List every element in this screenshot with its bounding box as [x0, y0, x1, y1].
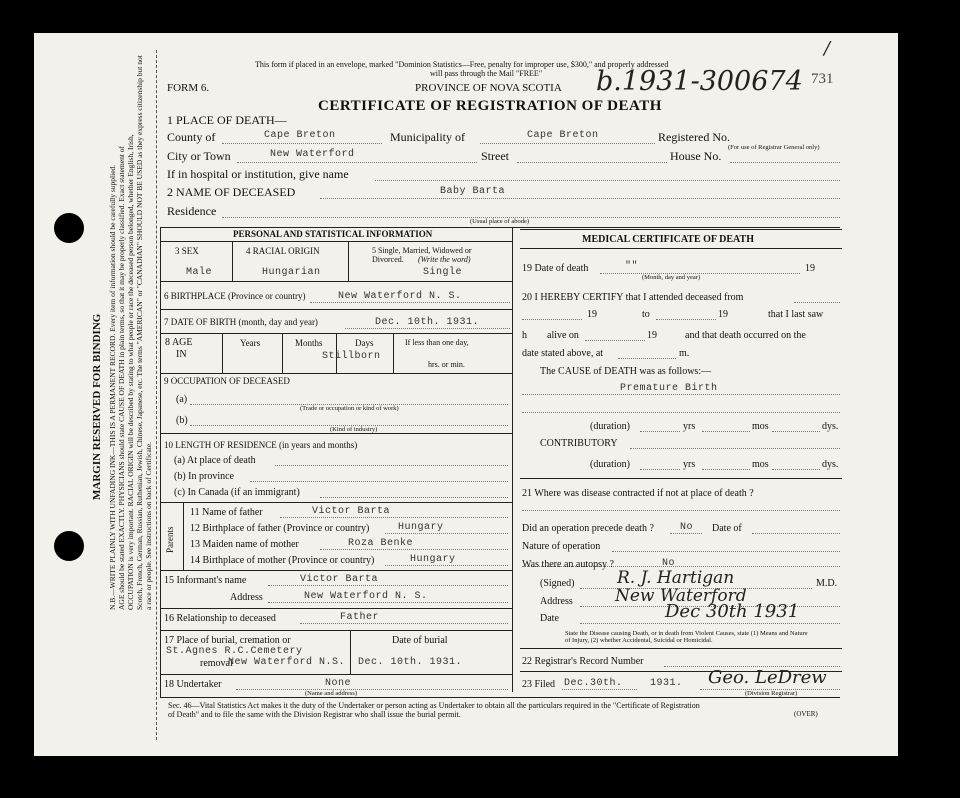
date-of-death-label: 19 Date of death — [522, 263, 589, 274]
father-birthplace-value: Hungary — [398, 522, 444, 533]
city-value: New Waterford — [270, 149, 355, 160]
occupation-a-note: (Trade or occupation or kind of work) — [300, 405, 399, 412]
personal-section-title: PERSONAL AND STATISTICAL INFORMATION — [233, 229, 433, 239]
mother-birthplace-label: 14 Birthplace of mother (Province or country) — [190, 555, 375, 566]
mail-notice-1: This form if placed in an envelope, marked "Dominion Statistics—Free, penalty for improper use, $300," and properly addressed — [255, 60, 669, 69]
registered-note: (For use of Registrar General only) — [728, 144, 820, 151]
informant-label: 15 Informant's name — [164, 575, 247, 586]
registrar-number-label: 22 Registrar's Record Number — [522, 656, 644, 667]
burial-town-value: New Waterford N.S. — [228, 657, 346, 668]
date-of-death-year: 19 — [805, 263, 815, 274]
stamp-number: 731 — [811, 71, 834, 87]
less-than-day-label: If less than one day, — [405, 338, 469, 347]
hospital-label: If in hospital or institution, give name — [167, 167, 349, 181]
operation-value: No — [680, 522, 694, 533]
undertaker-note: (Name and address) — [305, 690, 357, 697]
burial-date-value: Dec. 10th. 1931. — [358, 657, 463, 668]
last-saw-label: that I last saw — [768, 309, 824, 320]
county-label: County of — [167, 130, 216, 144]
to-label: to — [642, 309, 650, 320]
filed-year-value: 1931. — [650, 678, 683, 689]
certificate-date-value: Dec 30th 1931 — [665, 601, 800, 622]
days-label: Days — [355, 338, 374, 348]
deceased-name-label: 2 NAME OF DECEASED — [167, 185, 296, 199]
residence-province: (b) In province — [174, 471, 234, 482]
undertaker-label: 18 Undertaker — [164, 679, 222, 690]
occupation-label: 9 OCCUPATION OF DECEASED — [164, 376, 290, 386]
yrs-label-2: yrs — [683, 459, 696, 470]
city-label: City or Town — [167, 149, 231, 163]
duration-label-1: (duration) — [590, 421, 630, 432]
margin-instruction-4: Scotch, French, German, Russian, Ruthenian, Jewish, Chinese, Japanese, etc. The terms "AMERICAN" or "CANADIAN" SHOULD NOT BE USED as they express citizenship but not — [135, 55, 144, 610]
cause-of-death-label: The CAUSE of DEATH was as follows:— — [540, 366, 712, 377]
margin-instruction-5: a race or people. See instructions on back of Certificate. — [144, 441, 153, 610]
check-mark: / — [824, 38, 831, 59]
md-label: M.D. — [816, 578, 838, 589]
mother-birthplace-value: Hungary — [410, 554, 456, 565]
filed-date-value: Dec.30th. — [564, 678, 623, 689]
birthplace-value: New Waterford N. S. — [338, 291, 462, 302]
house-no-label: House No. — [670, 149, 722, 163]
alive-on-label: alive on — [547, 330, 579, 341]
death-occurred-label: and that death occurred on the — [685, 330, 806, 341]
signed-label: (Signed) — [540, 578, 575, 589]
sex-label: 3 SEX — [175, 246, 199, 256]
sex-value: Male — [186, 267, 213, 278]
months-label: Months — [295, 338, 323, 348]
mail-notice-2: will pass through the Mail "FREE" — [430, 69, 543, 78]
deceased-name-value: Baby Barta — [440, 186, 506, 197]
age-label: 8 AGE — [165, 337, 193, 348]
footer-over: (OVER) — [794, 710, 818, 718]
relationship-label: 16 Relationship to deceased — [164, 613, 276, 624]
race-value: Hungarian — [262, 267, 321, 278]
burial-date-label: Date of burial — [392, 635, 448, 646]
mos-label-1: mos — [752, 421, 769, 432]
residence-label: Residence — [167, 204, 217, 218]
occupation-b: (b) — [176, 415, 188, 426]
informant-value: Victor Barta — [300, 574, 379, 585]
filed-label: 23 Filed — [522, 679, 556, 690]
registrar-signature: Geo. LeDrew — [708, 667, 827, 688]
years-label: Years — [240, 338, 261, 348]
parents-label: Parents — [165, 526, 175, 553]
marital-note: (Write the word) — [418, 255, 471, 264]
age-value: Stillborn — [322, 351, 381, 362]
informant-address-value: New Waterford N. S. — [304, 591, 428, 602]
undertaker-value: None — [325, 678, 352, 689]
municipality-label: Municipality of — [390, 130, 465, 144]
footer-line-2: of Death" and to file the same with the Division Registrar who shall issue the burial permit. — [168, 710, 461, 719]
occupation-a: (a) — [176, 394, 188, 405]
burial-label: 17 Place of burial, cremation or — [164, 635, 291, 646]
physician-address-value: New Waterford — [615, 586, 747, 606]
certify-label: 20 I HEREBY CERTIFY that I attended deceased from — [522, 292, 744, 303]
occupation-b-note: (Kind of industry) — [330, 426, 378, 433]
physician-address-label: Address — [540, 596, 573, 607]
burial-place-value: St.Agnes R.C.Cemetery — [166, 646, 303, 657]
date-of-death-note: (Month, day and year) — [642, 274, 701, 281]
certificate-date-label: Date — [540, 613, 559, 624]
contributory-label: CONTRIBUTORY — [540, 438, 618, 449]
binder-hole-bottom — [54, 531, 84, 561]
margin-instruction-2: AGE should be stated EXACTLY. PHYSICIANS should state CAUSE OF DEATH in plain terms, so that it may be properly classified. Exact statement of — [117, 145, 126, 610]
dob-label: 7 DATE OF BIRTH (month, day and year) — [164, 317, 318, 327]
binder-hole-top — [54, 213, 84, 243]
father-name-value: Victor Barta — [312, 506, 391, 517]
margin-divider — [156, 50, 157, 740]
province-title: PROVINCE OF NOVA SCOTIA — [415, 82, 562, 94]
father-name-label: 11 Name of father — [190, 507, 263, 518]
mos-label-2: mos — [752, 459, 769, 470]
cause-of-death-value: Premature Birth — [620, 383, 718, 394]
autopsy-label: Was there an autopsy ? — [522, 559, 614, 570]
municipality-value: Cape Breton — [527, 130, 599, 141]
registered-no-label: Registered No. — [658, 130, 730, 144]
physician-signature: R. J. Hartigan — [617, 568, 735, 588]
operation-label: Did an operation precede death ? — [522, 523, 654, 534]
autopsy-value: No — [662, 558, 676, 569]
margin-instruction-1: N.B.—WRITE PLAINLY WITH UNFADING INK—THIS IS A PERMANENT RECORD. Every item of information should be carefully supplied. — [108, 164, 117, 610]
hrs-min-label: hrs. or min. — [428, 360, 465, 369]
alive-h: h — [522, 330, 527, 341]
operation-date-label: Date of — [712, 523, 742, 534]
nature-operation-label: Nature of operation — [522, 541, 601, 552]
father-birthplace-label: 12 Birthplace of father (Province or country) — [190, 523, 370, 534]
handwritten-reference: b.1931-300674 — [596, 66, 803, 97]
form-number: FORM 6. — [167, 82, 210, 94]
yrs-label-1: yrs — [683, 421, 696, 432]
marital-label-1: 5 Single, Married, Widowed or — [372, 246, 472, 255]
m-label: m. — [679, 348, 690, 359]
street-label: Street — [481, 149, 509, 163]
date-of-death-value: "" — [625, 261, 639, 272]
to-year: 19 — [718, 309, 728, 320]
registrar-note: (Division Registrar) — [745, 690, 798, 697]
residence-at-death: (a) At place of death — [174, 455, 256, 466]
disease-contracted-label: 21 Where was disease contracted if not at place of death ? — [522, 488, 754, 499]
binding-margin-label: MARGIN RESERVED FOR BINDING — [91, 313, 103, 500]
place-of-death-heading: 1 PLACE OF DEATH— — [167, 113, 287, 127]
residence-note: (Usual place of abode) — [470, 218, 530, 225]
age-in-label: IN — [176, 349, 187, 360]
county-value: Cape Breton — [264, 130, 336, 141]
residence-length-label: 10 LENGTH OF RESIDENCE (in years and months) — [164, 440, 358, 450]
dys-label-2: dys. — [822, 459, 839, 470]
informant-address-label: Address — [230, 592, 263, 603]
removal-label: removal — [200, 658, 233, 669]
marital-value: Single — [423, 267, 463, 278]
residence-canada: (c) In Canada (if an immigrant) — [174, 487, 300, 498]
from-year: 19 — [587, 309, 597, 320]
certificate-title: CERTIFICATE OF REGISTRATION OF DEATH — [318, 98, 662, 114]
footer-line-1: Sec. 46—Vital Statistics Act makes it the duty of the Undertaker or person acting as Undertaker to obtain all the particulars required in the "Certificate of Registration — [168, 701, 700, 710]
marital-label-2: Divorced. — [372, 255, 404, 264]
dys-label-1: dys. — [822, 421, 839, 432]
violent-causes-note-1: State the Disease causing Death, or in death from Violent Causes, state (1) Means and Nature — [565, 630, 808, 637]
relationship-value: Father — [340, 612, 380, 623]
mother-name-label: 13 Maiden name of mother — [190, 539, 299, 550]
margin-instruction-3: OCCUPATION is very important. RACIAL ORIGIN will be described by stating to what people or race the deceased person belonged, whether English, Irish, — [126, 134, 135, 610]
duration-label-2: (duration) — [590, 459, 630, 470]
mother-name-value: Roza Benke — [348, 538, 414, 549]
medical-section-title: MEDICAL CERTIFICATE OF DEATH — [582, 234, 754, 245]
date-above-label: date stated above, at — [522, 348, 604, 359]
race-label: 4 RACIAL ORIGIN — [246, 246, 320, 256]
violent-causes-note-2: of Injury, (2) whether Accidental, Suicidal or Homicidal. — [565, 637, 713, 644]
dob-value: Dec. 10th. 1931. — [375, 317, 480, 328]
alive-year: 19 — [647, 330, 657, 341]
birthplace-label: 6 BIRTHPLACE (Province or country) — [164, 291, 306, 301]
